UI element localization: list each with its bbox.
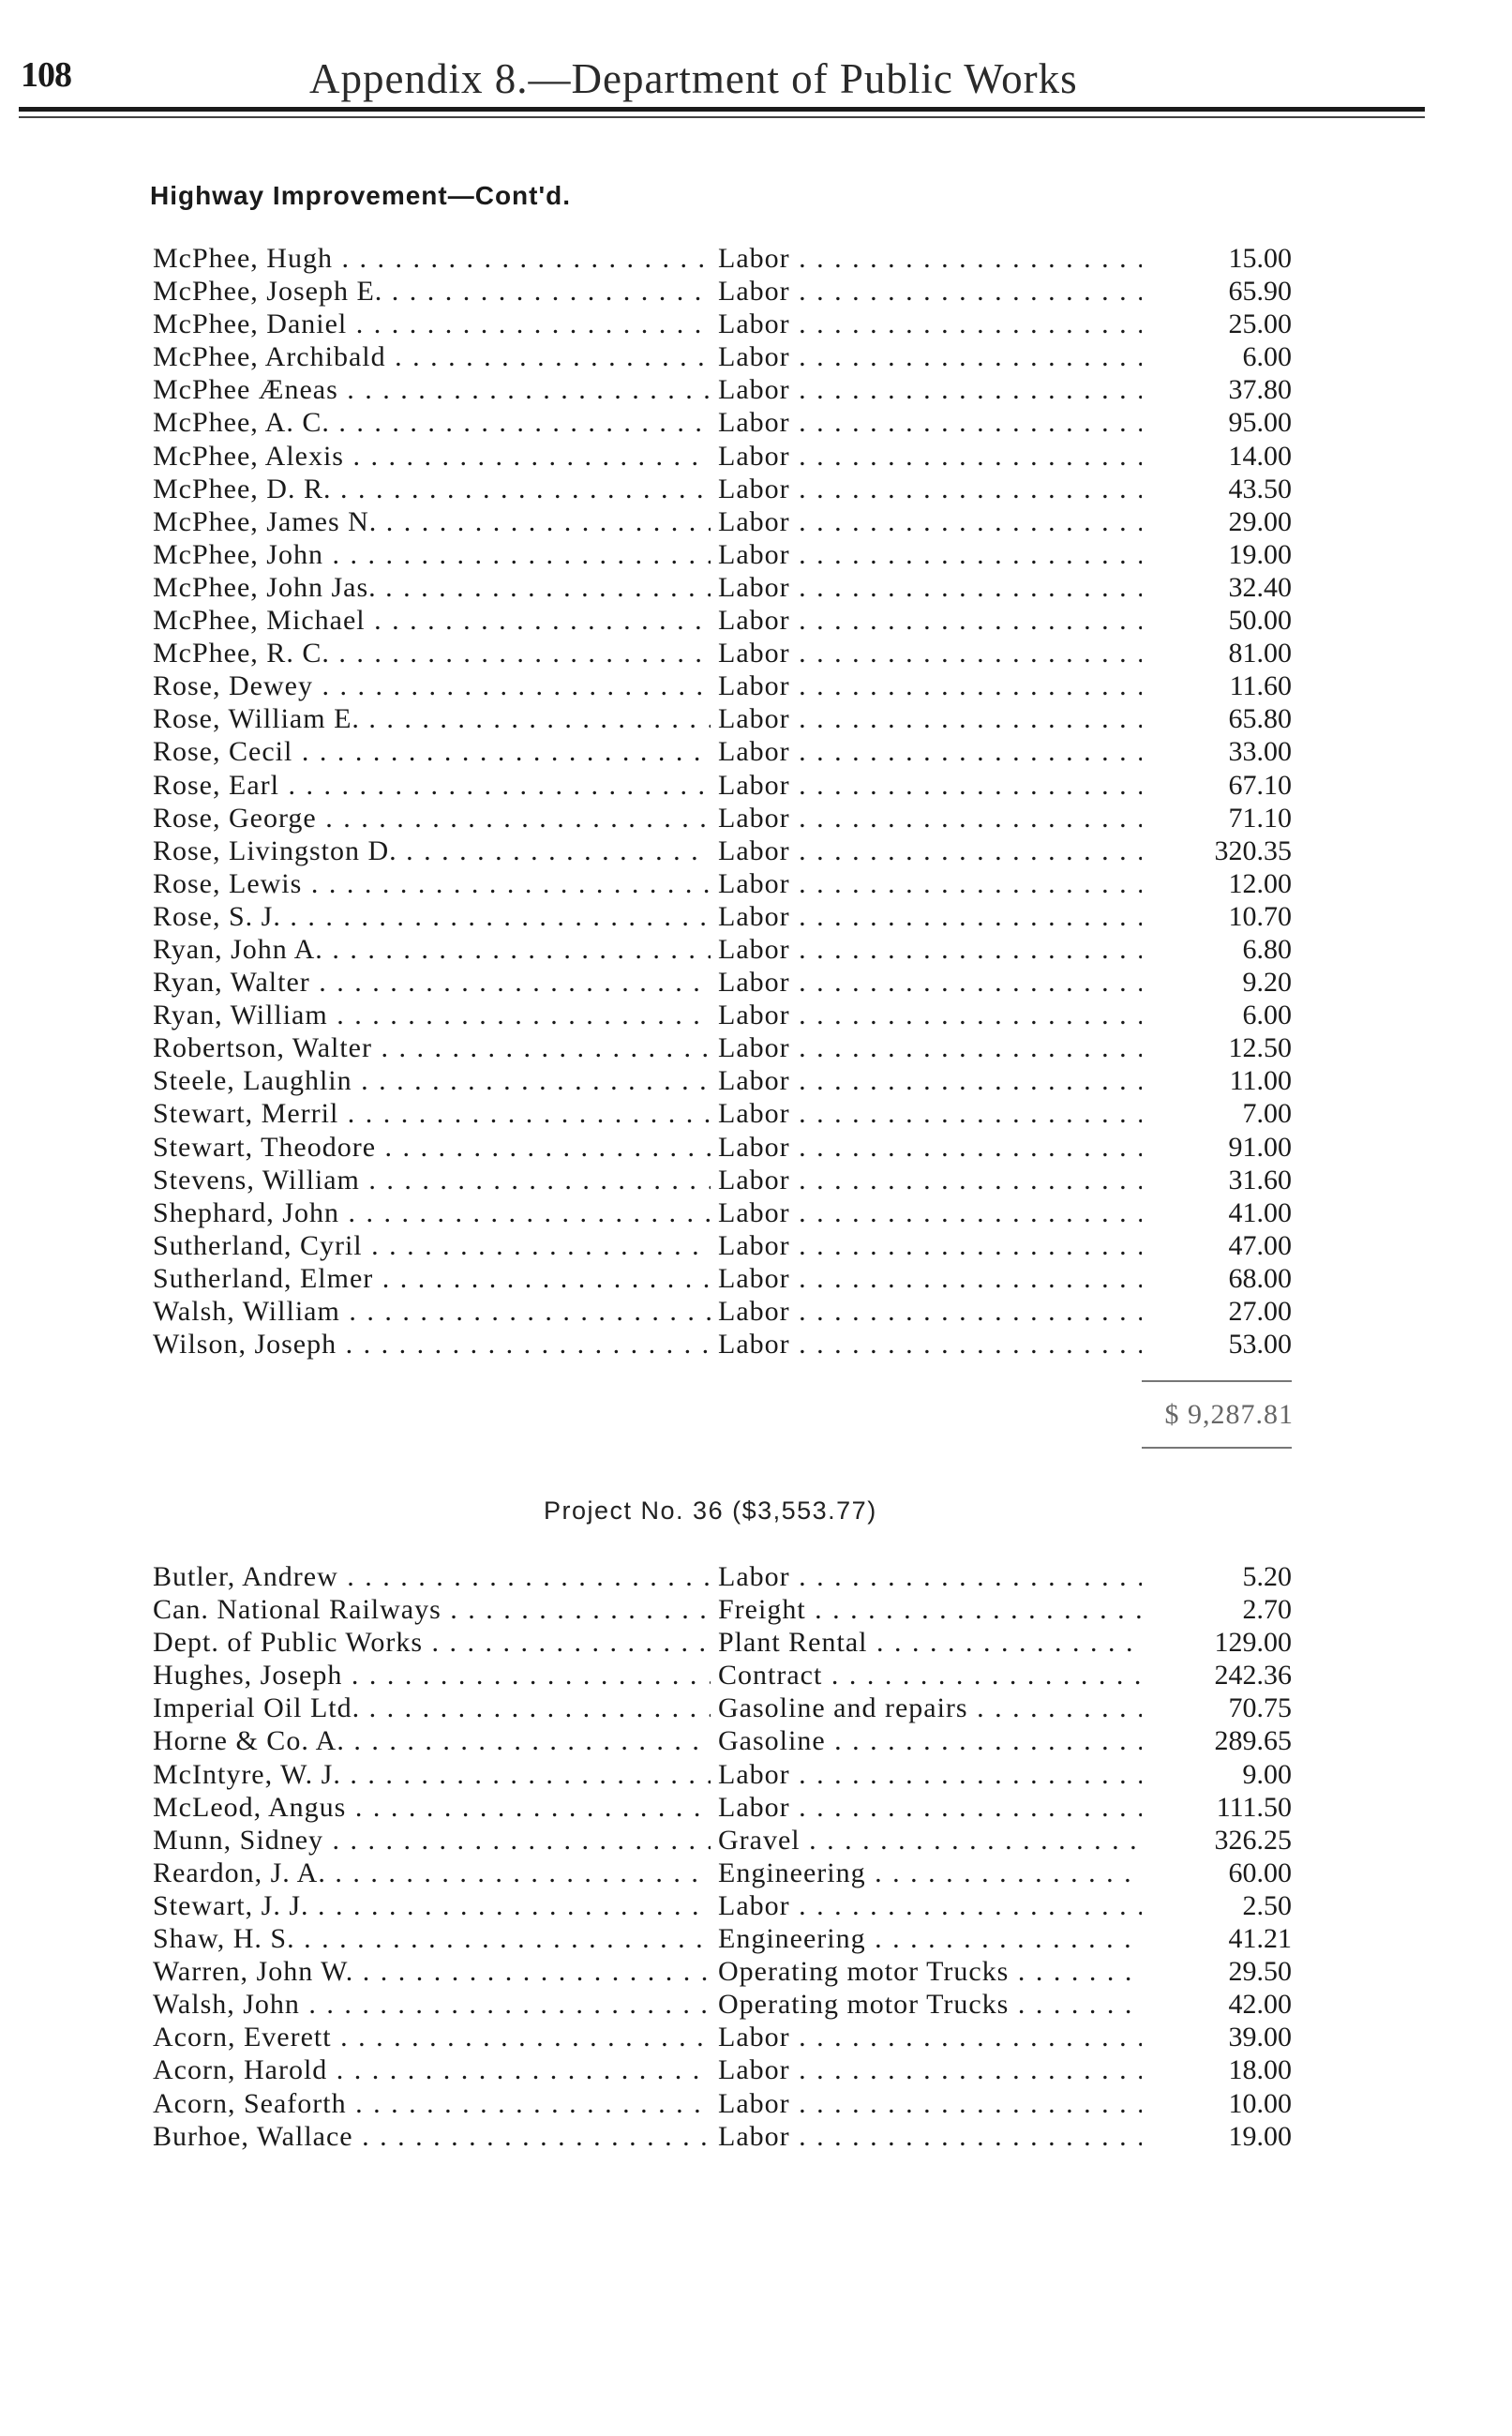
entry-amount: 37.80 [1142, 373, 1292, 406]
section-total: $ 9,287.81 [1164, 1399, 1294, 1430]
ledger-row [153, 538, 1292, 571]
entry-amount: 2.50 [1142, 1889, 1292, 1922]
entry-description: Labor . . . [718, 1064, 1145, 1097]
project-heading: Project No. 36 ($3,553.77) [544, 1496, 877, 1525]
running-head: Appendix 8.—Department of Public Works [309, 55, 1078, 102]
entry-amount: 81.00 [1142, 637, 1292, 669]
entry-amount: 60.00 [1142, 1857, 1292, 1889]
ledger-row [153, 1097, 1292, 1130]
entry-amount: 31.60 [1142, 1164, 1292, 1196]
header-rule-thick [19, 107, 1425, 112]
ledger-row [153, 1031, 1292, 1064]
entry-description: Labor . . . [718, 2120, 1145, 2153]
entry-amount: 6.00 [1142, 340, 1292, 373]
ledger-row [153, 275, 1292, 308]
entry-name: Rose, Dewey . . . [153, 669, 711, 702]
ledger-row [153, 1164, 1292, 1196]
entry-name: Rose, Livingston D. . . . [153, 835, 711, 867]
entry-amount: 12.00 [1142, 867, 1292, 900]
entry-amount: 25.00 [1142, 308, 1292, 340]
ledger-row [153, 835, 1292, 867]
entry-amount: 11.00 [1142, 1064, 1292, 1097]
entry-name: McPhee, Archibald . . . [153, 340, 711, 373]
entry-name: Hughes, Joseph . . . [153, 1659, 711, 1692]
ledger-row [153, 1889, 1292, 1922]
entry-amount: 6.80 [1142, 933, 1292, 966]
ledger-row [153, 1593, 1292, 1626]
entry-amount: 39.00 [1142, 2021, 1292, 2053]
entry-name: McPhee, John Jas. . . . [153, 571, 711, 604]
ledger-row [153, 242, 1292, 275]
entry-amount: 14.00 [1142, 440, 1292, 473]
entry-description: Labor . . . [718, 1229, 1145, 1262]
entry-amount: 29.50 [1142, 1955, 1292, 1988]
ledger-row [153, 669, 1292, 702]
entry-description: Labor . . . [718, 1791, 1145, 1824]
section-heading: Highway Improvement—Cont'd. [150, 181, 572, 210]
ledger-row [153, 1262, 1292, 1295]
entry-name: McPhee, Alexis . . . [153, 440, 711, 473]
entry-name: Acorn, Everett . . . [153, 2021, 711, 2053]
ledger-row [153, 1692, 1292, 1724]
ledger-row [153, 1295, 1292, 1328]
entry-description: Labor . . . [718, 571, 1145, 604]
entry-description: Labor . . . [718, 604, 1145, 637]
entry-name: Ryan, William . . . [153, 999, 711, 1031]
ledger-row [153, 1659, 1292, 1692]
entry-description: Labor . . . [718, 1295, 1145, 1328]
entry-description: Labor . . . [718, 637, 1145, 669]
entry-name: Butler, Andrew . . . [153, 1560, 711, 1593]
ledger-row [153, 340, 1292, 373]
entry-name: Rose, Cecil . . . [153, 735, 711, 768]
entry-amount: 15.00 [1142, 242, 1292, 275]
ledger-row [153, 802, 1292, 835]
entry-name: Stewart, Theodore . . . [153, 1131, 711, 1164]
entry-name: Rose, S. J. . . . [153, 900, 711, 933]
entry-name: Shephard, John . . . [153, 1196, 711, 1229]
ledger-row [153, 1955, 1292, 1988]
entry-name: Warren, John W. . . . [153, 1955, 711, 1988]
entry-description: Labor . . . [718, 900, 1145, 933]
entry-description: Labor . . . [718, 966, 1145, 999]
entry-amount: 10.00 [1142, 2087, 1292, 2120]
ledger-row [153, 505, 1292, 538]
entry-description: Labor . . . [718, 999, 1145, 1031]
ledger-row [153, 1758, 1292, 1791]
entry-description: Labor . . . [718, 242, 1145, 275]
ledger-row [153, 1131, 1292, 1164]
entry-description: Labor . . . [718, 1560, 1145, 1593]
ledger-row [153, 900, 1292, 933]
ledger-row [153, 2120, 1292, 2153]
entry-amount: 11.60 [1142, 669, 1292, 702]
entry-description: Labor . . . [718, 669, 1145, 702]
entry-description: Labor . . . [718, 1164, 1145, 1196]
ledger-row [153, 1064, 1292, 1097]
entry-amount: 18.00 [1142, 2053, 1292, 2086]
entry-amount: 41.21 [1142, 1922, 1292, 1955]
entry-amount: 65.80 [1142, 702, 1292, 735]
ledger-row [153, 604, 1292, 637]
entry-name: Ryan, John A. . . . [153, 933, 711, 966]
entry-name: Rose, William E. . . . [153, 702, 711, 735]
ledger-row [153, 2053, 1292, 2086]
ledger-row [153, 735, 1292, 768]
entry-description: Operating motor Trucks . . . [718, 1988, 1145, 2021]
ledger-row [153, 1824, 1292, 1857]
entry-description: Labor . . . [718, 1758, 1145, 1791]
entry-description: Labor . . . [718, 735, 1145, 768]
entry-description: Labor . . . [718, 473, 1145, 505]
entry-description: Labor . . . [718, 2087, 1145, 2120]
entry-name: McPhee, John . . . [153, 538, 711, 571]
entry-description: Engineering . . . [718, 1922, 1145, 1955]
entry-description: Labor . . . [718, 1097, 1145, 1130]
entry-amount: 53.00 [1142, 1328, 1292, 1361]
entry-description: Labor . . . [718, 835, 1145, 867]
entry-description: Labor . . . [718, 2021, 1145, 2053]
entry-name: Walsh, William . . . [153, 1295, 711, 1328]
entry-name: McPhee Æneas . . . [153, 373, 711, 406]
ledger-row [153, 571, 1292, 604]
entry-name: Imperial Oil Ltd. . . . [153, 1692, 711, 1724]
entry-amount: 32.40 [1142, 571, 1292, 604]
entry-amount: 70.75 [1142, 1692, 1292, 1724]
ledger-row [153, 2021, 1292, 2053]
entry-description: Labor . . . [718, 275, 1145, 308]
ledger-row [153, 440, 1292, 473]
entry-description: Gasoline . . . [718, 1724, 1145, 1757]
ledger-row [153, 999, 1292, 1031]
ledger-row [153, 637, 1292, 669]
ledger-row [153, 1229, 1292, 1262]
entry-name: Stevens, William . . . [153, 1164, 711, 1196]
entry-amount: 9.00 [1142, 1758, 1292, 1791]
highway-ledger [153, 242, 1292, 1361]
entry-amount: 12.50 [1142, 1031, 1292, 1064]
entry-description: Labor . . . [718, 867, 1145, 900]
entry-description: Freight . . . [718, 1593, 1145, 1626]
entry-amount: 29.00 [1142, 505, 1292, 538]
entry-amount: 5.20 [1142, 1560, 1292, 1593]
entry-name: Walsh, John . . . [153, 1988, 711, 2021]
entry-description: Labor . . . [718, 802, 1145, 835]
entry-name: Shaw, H. S. . . . [153, 1922, 711, 1955]
entry-amount: 91.00 [1142, 1131, 1292, 1164]
entry-description: Labor . . . [718, 406, 1145, 439]
entry-name: Sutherland, Elmer . . . [153, 1262, 711, 1295]
entry-amount: 47.00 [1142, 1229, 1292, 1262]
entry-description: Labor . . . [718, 373, 1145, 406]
entry-amount: 19.00 [1142, 538, 1292, 571]
entry-description: Plant Rental . . . [718, 1626, 1145, 1659]
ledger-row [153, 1328, 1292, 1361]
entry-amount: 67.10 [1142, 769, 1292, 802]
ledger-row [153, 1626, 1292, 1659]
entry-amount: 10.70 [1142, 900, 1292, 933]
entry-amount: 129.00 [1142, 1626, 1292, 1659]
entry-name: Can. National Railways . . . [153, 1593, 711, 1626]
page-number: 108 [21, 55, 71, 95]
entry-amount: 326.25 [1142, 1824, 1292, 1857]
ledger-row [153, 966, 1292, 999]
total-rule-top [1142, 1380, 1292, 1382]
ledger-row [153, 1560, 1292, 1593]
entry-name: Wilson, Joseph . . . [153, 1328, 711, 1361]
entry-name: McIntyre, W. J. . . . [153, 1758, 711, 1791]
ledger-row [153, 1196, 1292, 1229]
entry-name: McPhee, Joseph E. . . . [153, 275, 711, 308]
entry-name: Burhoe, Wallace . . . [153, 2120, 711, 2153]
total-rule-bottom [1142, 1447, 1292, 1449]
ledger-row [153, 308, 1292, 340]
project-ledger [153, 1560, 1292, 2153]
entry-amount: 71.10 [1142, 802, 1292, 835]
entry-name: McPhee, James N. . . . [153, 505, 711, 538]
entry-amount: 41.00 [1142, 1196, 1292, 1229]
ledger-row [153, 769, 1292, 802]
entry-name: McPhee, Daniel . . . [153, 308, 711, 340]
entry-amount: 6.00 [1142, 999, 1292, 1031]
entry-amount: 65.90 [1142, 275, 1292, 308]
entry-name: Reardon, J. A. . . . [153, 1857, 711, 1889]
ledger-row [153, 867, 1292, 900]
ledger-row [153, 373, 1292, 406]
entry-description: Labor . . . [718, 933, 1145, 966]
entry-name: Dept. of Public Works . . . [153, 1626, 711, 1659]
entry-amount: 50.00 [1142, 604, 1292, 637]
ledger-row [153, 1724, 1292, 1757]
entry-name: McPhee, Hugh . . . [153, 242, 711, 275]
header-rule-thin [19, 116, 1425, 118]
entry-name: Munn, Sidney . . . [153, 1824, 711, 1857]
entry-amount: 43.50 [1142, 473, 1292, 505]
entry-amount: 27.00 [1142, 1295, 1292, 1328]
entry-name: Acorn, Seaforth . . . [153, 2087, 711, 2120]
entry-name: McPhee, R. C. . . . [153, 637, 711, 669]
entry-name: McPhee, D. R. . . . [153, 473, 711, 505]
entry-description: Labor . . . [718, 1889, 1145, 1922]
entry-name: Steele, Laughlin . . . [153, 1064, 711, 1097]
entry-description: Labor . . . [718, 340, 1145, 373]
entry-amount: 111.50 [1142, 1791, 1292, 1824]
entry-amount: 242.36 [1142, 1659, 1292, 1692]
entry-amount: 7.00 [1142, 1097, 1292, 1130]
entry-amount: 2.70 [1142, 1593, 1292, 1626]
entry-amount: 33.00 [1142, 735, 1292, 768]
entry-amount: 68.00 [1142, 1262, 1292, 1295]
ledger-row [153, 473, 1292, 505]
entry-description: Labor . . . [718, 2053, 1145, 2086]
entry-description: Labor . . . [718, 1131, 1145, 1164]
entry-description: Engineering . . . [718, 1857, 1145, 1889]
ledger-row [153, 933, 1292, 966]
entry-description: Gasoline and repairs . . . [718, 1692, 1145, 1724]
entry-name: Acorn, Harold . . . [153, 2053, 711, 2086]
entry-description: Labor . . . [718, 308, 1145, 340]
ledger-row [153, 1922, 1292, 1955]
entry-name: McLeod, Angus . . . [153, 1791, 711, 1824]
entry-description: Labor . . . [718, 702, 1145, 735]
entry-name: Rose, Lewis . . . [153, 867, 711, 900]
entry-description: Gravel . . . [718, 1824, 1145, 1857]
entry-name: Horne & Co. A. . . . [153, 1724, 711, 1757]
entry-amount: 95.00 [1142, 406, 1292, 439]
entry-amount: 289.65 [1142, 1724, 1292, 1757]
ledger-row [153, 1791, 1292, 1824]
entry-name: Ryan, Walter . . . [153, 966, 711, 999]
ledger-row [153, 1988, 1292, 2021]
entry-description: Labor . . . [718, 1031, 1145, 1064]
ledger-row [153, 406, 1292, 439]
entry-amount: 320.35 [1142, 835, 1292, 867]
entry-name: Sutherland, Cyril . . . [153, 1229, 711, 1262]
entry-name: Robertson, Walter . . . [153, 1031, 711, 1064]
entry-amount: 19.00 [1142, 2120, 1292, 2153]
entry-name: Stewart, J. J. . . . [153, 1889, 711, 1922]
entry-description: Labor . . . [718, 1328, 1145, 1361]
entry-name: Stewart, Merril . . . [153, 1097, 711, 1130]
entry-name: McPhee, Michael . . . [153, 604, 711, 637]
entry-description: Labor . . . [718, 769, 1145, 802]
ledger-row [153, 2087, 1292, 2120]
entry-description: Contract . . . [718, 1659, 1145, 1692]
entry-name: Rose, Earl . . . [153, 769, 711, 802]
ledger-row [153, 702, 1292, 735]
entry-description: Labor . . . [718, 1196, 1145, 1229]
entry-amount: 42.00 [1142, 1988, 1292, 2021]
entry-description: Labor . . . [718, 538, 1145, 571]
entry-description: Labor . . . [718, 505, 1145, 538]
entry-name: McPhee, A. C. . . . [153, 406, 711, 439]
entry-description: Labor . . . [718, 1262, 1145, 1295]
entry-description: Labor . . . [718, 440, 1145, 473]
entry-description: Operating motor Trucks . . . [718, 1955, 1145, 1988]
entry-amount: 9.20 [1142, 966, 1292, 999]
ledger-row [153, 1857, 1292, 1889]
entry-name: Rose, George . . . [153, 802, 711, 835]
